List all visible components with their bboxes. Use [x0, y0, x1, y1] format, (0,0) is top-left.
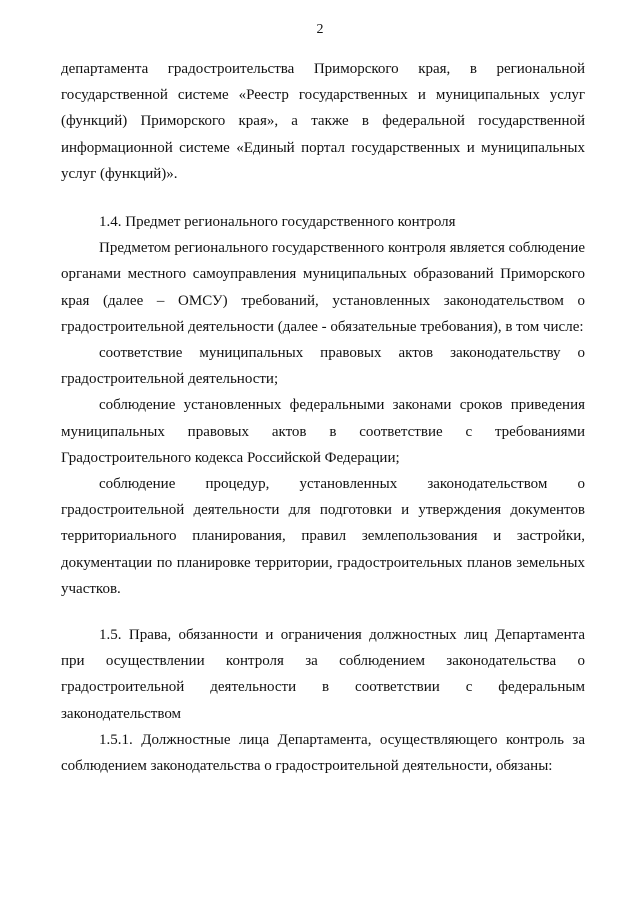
list-item-acts-compliance: соответствие муниципальных правовых актов законодательству о градостроительной деятельности; — [61, 345, 585, 388]
page-number: 2 — [316, 22, 324, 37]
section-heading-1-5: 1.5. Права, обязанности и ограничения должностных лиц Департамента при осуществлении контроля за соблюдением законодательства о градостроительной деятельности в соответствии с федеральным законодательством — [61, 627, 585, 722]
paragraph-continuation: департамента градостроительства Приморского края, в региональной государственной системе «Реестр государственных и муниципальных услуг (функций) Приморского края», а также в федеральной государственной информационной системе «Единый портал государственных и муниципальных услуг (функций)». — [61, 61, 585, 182]
section-heading-1-4: 1.4. Предмет регионального государственного контроля — [99, 214, 456, 231]
list-item-deadlines: соблюдение установленных федеральными законами сроков приведения муниципальных правовых актов в соответствие с требованиями Градостроительного кодекса Российской Федерации; — [61, 397, 585, 466]
document-body — [61, 56, 585, 779]
paragraph-1-5-1: 1.5.1. Должностные лица Департамента, осуществляющего контроль за соблюдением законодательства о градостроительной деятельности, обязаны: — [61, 731, 585, 775]
paragraph-subject: Предметом регионального государственного контроля является соблюдение органами местного самоуправления муниципальных образований Приморского края (далее – ОМСУ) требований, установленных законодательством о градостроительной деятельности (далее - обязательные требования), в том числе: — [61, 240, 585, 335]
list-item-procedures: соблюдение процедур, установленных законодательством о градостроительной деятельности для подготовки и утверждения документов территориального планирования, правил землепользования и застройки, документации по планировке территории, градостроительных планов земельных участков. — [61, 476, 585, 597]
